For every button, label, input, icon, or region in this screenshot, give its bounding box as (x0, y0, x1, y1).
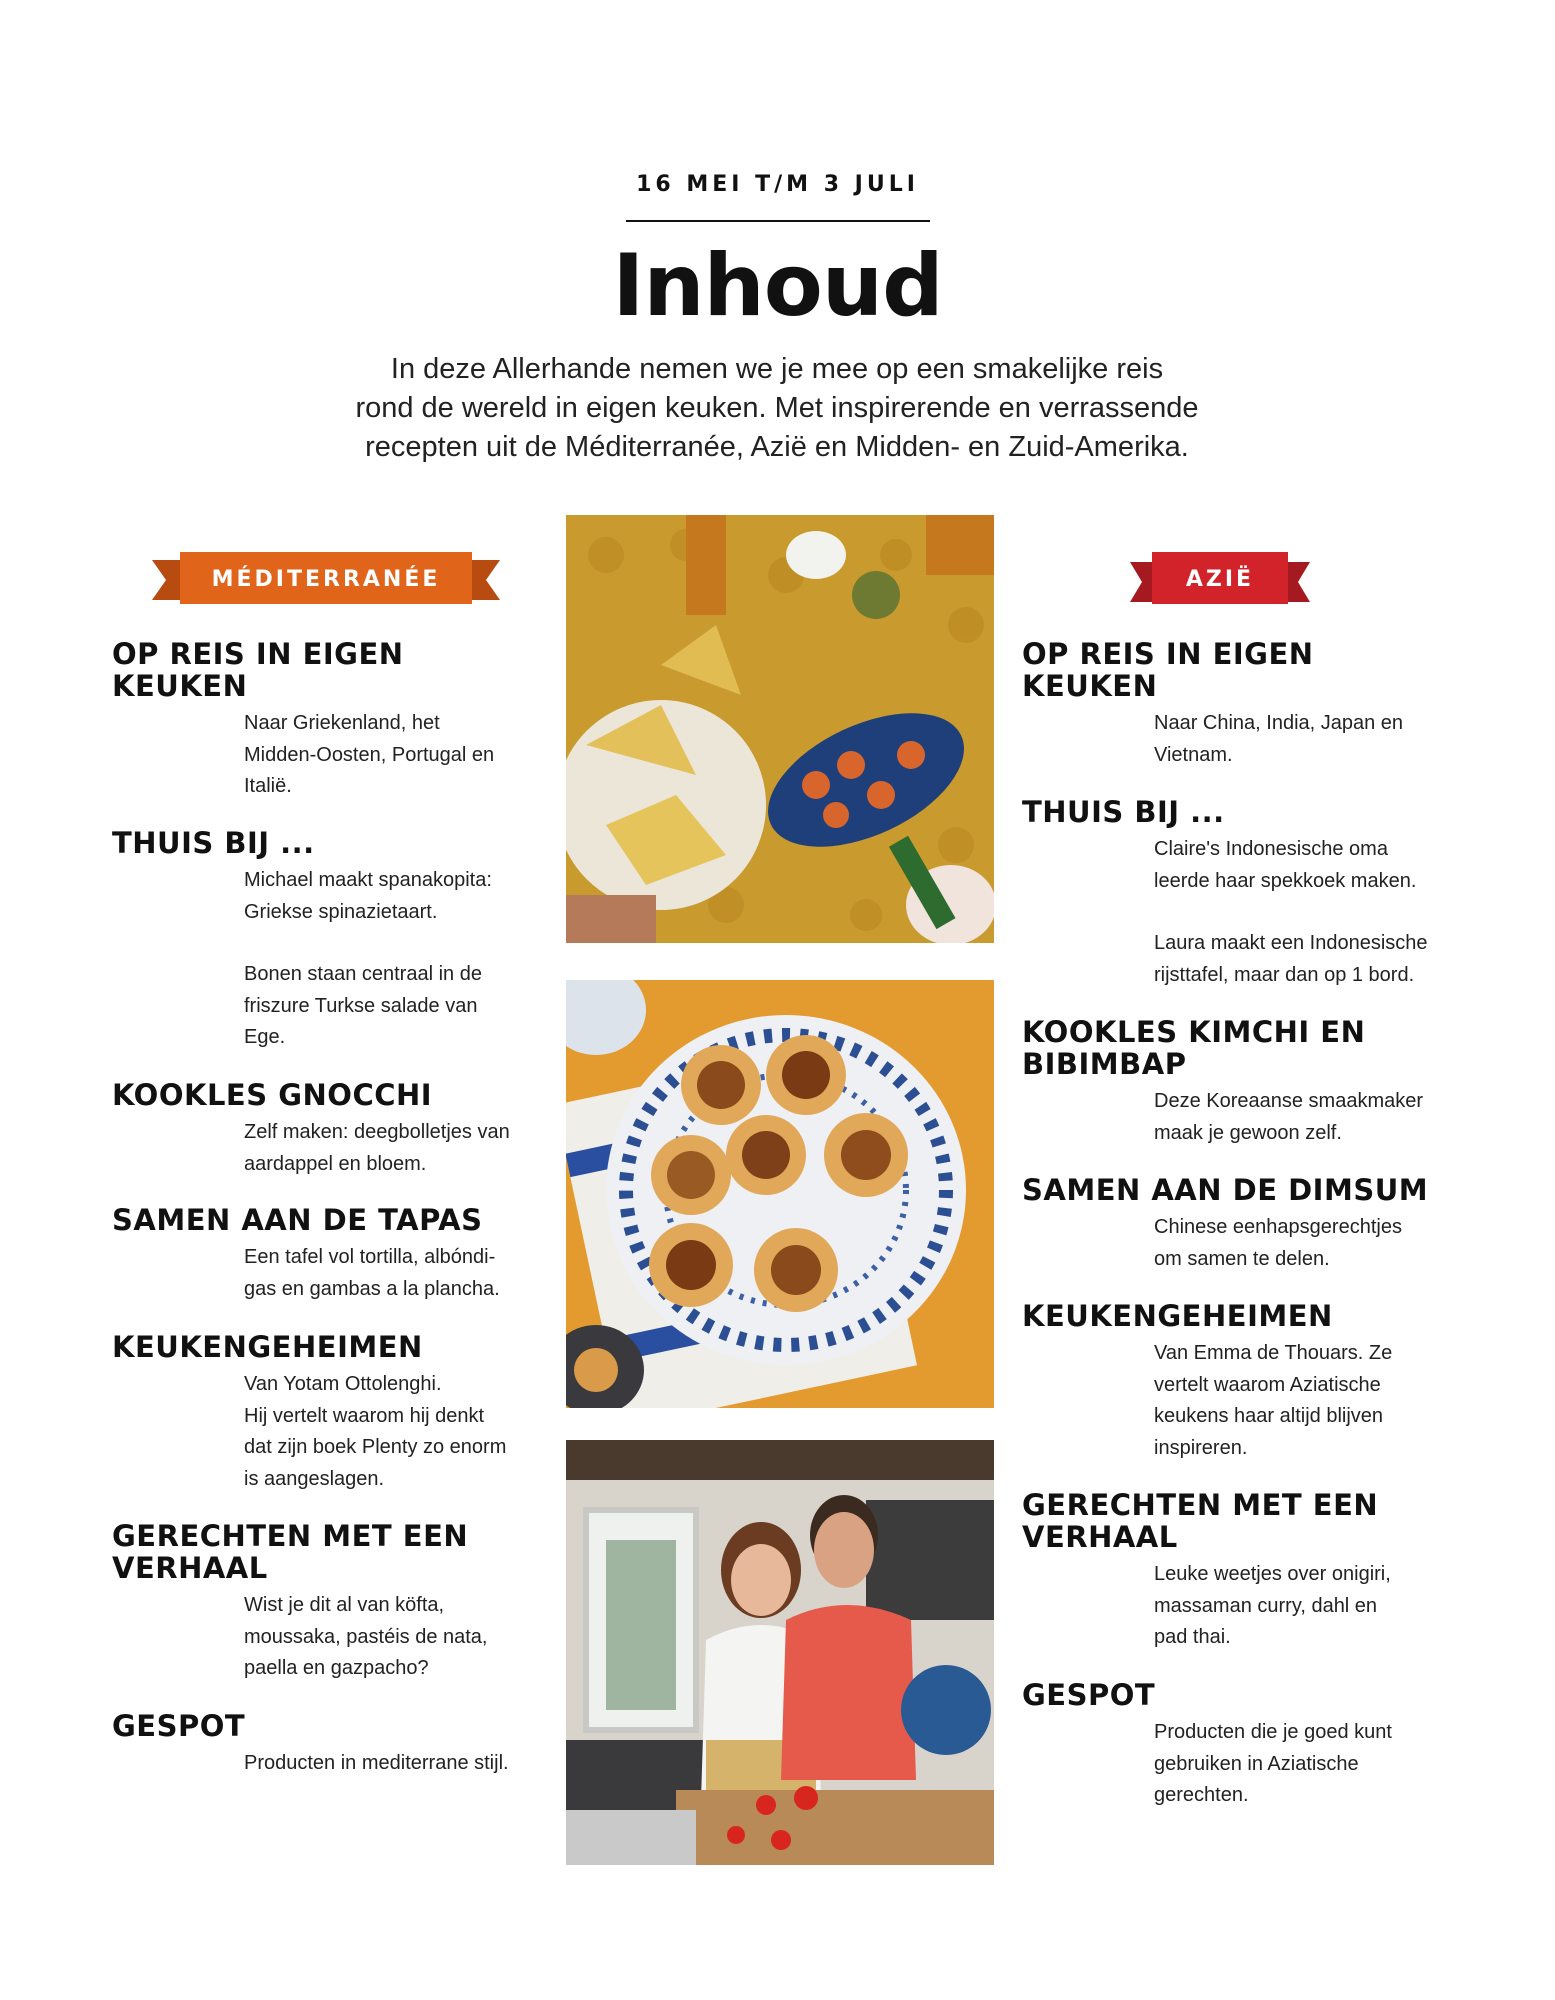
entry-description: Wist je dit al van köfta, moussaka, pastéis de nata, paella en gazpacho? (244, 1594, 488, 1679)
entry-description: Michael maakt spanakopita: Griekse spinazietaart. (244, 869, 492, 923)
section-label: AZIË (1185, 567, 1255, 592)
toc-entry[interactable] (112, 1520, 552, 1685)
entry-description: Deze Koreaanse smaakmaker maak je gewoon zelf. (1154, 1090, 1424, 1144)
page-title: Inhoud (612, 236, 943, 336)
entry-description: Bonen staan centraal in de friszure Turkse salade van Ege. (244, 963, 482, 1048)
entry-description: Chinese eenhapsgerechtjes om samen te delen. (1154, 1216, 1402, 1270)
entry-heading: THUIS BIJ ... (112, 826, 315, 860)
entry-heading: OP REIS IN EIGEN KEUKEN (112, 637, 404, 703)
toc-entry[interactable] (112, 1331, 552, 1495)
entry-description: Naar China, India, Japan en Vietnam. (1154, 712, 1404, 766)
toc-entry[interactable] (112, 827, 552, 1054)
section-ribbon-mediterranee (152, 550, 500, 610)
entry-description: Producten in mediterrane stijl. (244, 1752, 509, 1774)
toc-entry[interactable] (1022, 1489, 1462, 1654)
header-divider (626, 220, 930, 222)
entry-heading: KEUKENGEHEIMEN (1022, 1299, 1333, 1333)
entry-heading: GESPOT (112, 1709, 246, 1743)
intro-text (277, 350, 1277, 467)
section-ribbon-azie (1130, 550, 1310, 610)
intro-line: In deze Allerhande nemen we je mee op een smakelijke reis (390, 353, 1164, 385)
toc-entry[interactable] (1022, 1174, 1462, 1275)
entry-description: Leuke weetjes over onigiri, massaman curry, dahl en pad thai. (1154, 1563, 1391, 1648)
entry-description: Naar Griekenland, het Midden-Oosten, Portugal en Italië. (244, 712, 495, 797)
toc-entry[interactable] (1022, 1679, 1462, 1812)
section-label: MÉDITERRANÉE (211, 567, 441, 592)
entry-description: Laura maakt een Indonesische rijsttafel, maar dan op 1 bord. (1154, 932, 1428, 986)
toc-entry[interactable] (112, 638, 552, 803)
entry-heading: OP REIS IN EIGEN KEUKEN (1022, 637, 1314, 703)
intro-line: recepten uit de Méditerranée, Azië en Midden- en Zuid-Amerika. (365, 431, 1189, 463)
toc-entry[interactable] (1022, 1300, 1462, 1464)
entry-description: Van Emma de Thouars. Ze vertelt waarom Aziatische keukens haar altijd blijven inspireren. (1154, 1342, 1393, 1459)
entry-heading: GESPOT (1022, 1678, 1156, 1712)
entry-description: Producten die je goed kunt gebruiken in Aziatische gerechten. (1154, 1721, 1392, 1806)
toc-entry[interactable] (1022, 1016, 1462, 1149)
entry-heading: SAMEN AAN DE DIMSUM (1022, 1173, 1429, 1207)
toc-entry[interactable] (112, 1710, 552, 1780)
toc-entry[interactable] (112, 1079, 552, 1180)
toc-entry[interactable] (112, 1204, 552, 1305)
entry-description: Een tafel vol tortilla, albóndi- gas en gambas a la plancha. (244, 1246, 500, 1300)
photo-couple-cooking (566, 1440, 994, 1865)
entry-heading: KOOKLES GNOCCHI (112, 1078, 433, 1112)
entry-heading: THUIS BIJ ... (1022, 795, 1225, 829)
toc-entry[interactable] (1022, 796, 1462, 991)
entry-heading: SAMEN AAN DE TAPAS (112, 1203, 483, 1237)
entry-description: Van Yotam Ottolenghi. Hij vertelt waarom hij denkt dat zijn boek Plenty zo enorm is aangeslagen. (244, 1373, 507, 1490)
entry-heading: KOOKLES KIMCHI EN BIBIMBAP (1022, 1015, 1366, 1081)
intro-line: rond de wereld in eigen keuken. Met inspirerende en verrassende (355, 392, 1199, 424)
entry-heading: GERECHTEN MET EEN VERHAAL (112, 1519, 469, 1585)
entry-heading: KEUKENGEHEIMEN (112, 1330, 423, 1364)
entry-description: Zelf maken: deegbolletjes van aardappel en bloem. (244, 1121, 510, 1175)
photo-pasteis-de-nata (566, 980, 994, 1408)
issue-date: 16 MEI T/M 3 JULI (636, 172, 919, 197)
entry-heading: GERECHTEN MET EEN VERHAAL (1022, 1488, 1379, 1554)
toc-entry[interactable] (1022, 638, 1462, 771)
entry-description: Claire's Indonesische oma leerde haar spekkoek maken. (1154, 838, 1417, 892)
photo-tapas-table (566, 515, 994, 943)
